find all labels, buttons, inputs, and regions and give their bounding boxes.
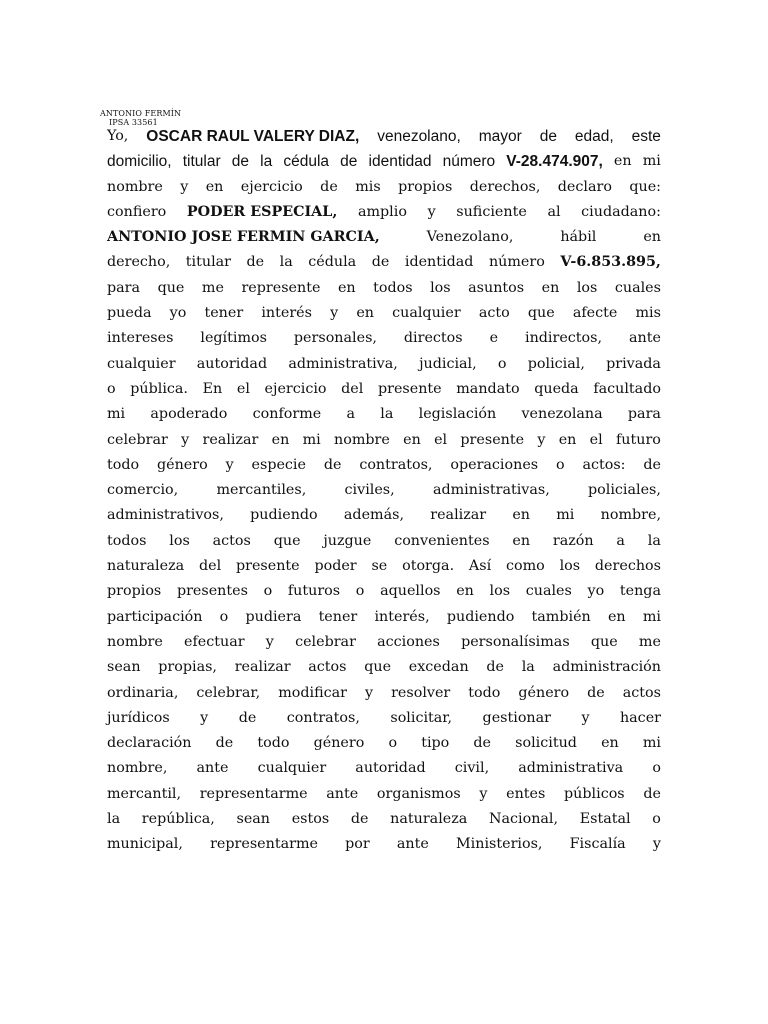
word: de [371, 254, 390, 271]
word: presente [235, 558, 300, 575]
word: represente [241, 279, 321, 296]
text-line [107, 225, 661, 250]
word: o [219, 608, 229, 625]
word: además, [343, 507, 405, 524]
word: aquellos [380, 583, 441, 600]
word: actos [212, 532, 251, 549]
word: en [356, 305, 374, 322]
header-name: ANTONIO FERMÍN [100, 109, 182, 118]
text-line [107, 731, 661, 756]
word: futuros [287, 583, 341, 600]
word: tenga [619, 583, 661, 600]
word: especie [251, 456, 306, 473]
word: como [505, 558, 545, 575]
word: género [518, 684, 570, 701]
word: Yo, [107, 128, 129, 144]
word: en [558, 431, 577, 448]
word: conforme [252, 406, 322, 423]
word: y [581, 709, 590, 726]
text-line [107, 630, 661, 655]
word: cédula [308, 254, 357, 271]
word: mi [642, 735, 661, 752]
word: mi [107, 406, 126, 423]
text-line [107, 149, 661, 174]
word: de [350, 811, 369, 828]
word: me [638, 633, 661, 650]
word: república, [141, 811, 215, 828]
word: para [627, 406, 661, 423]
header-ipsa-number: IPSA 33561 [109, 118, 158, 127]
text-line [107, 200, 661, 225]
word: mi [642, 153, 661, 170]
word: los [559, 558, 581, 575]
word: Estatal [579, 811, 631, 828]
word: número [488, 254, 545, 271]
word: administrativa [518, 760, 624, 777]
word: y [652, 836, 661, 853]
word: sean [107, 659, 141, 676]
word: legítimos [200, 330, 267, 347]
word: nombre [334, 431, 390, 448]
word: indirectos, [525, 330, 603, 347]
word: de [238, 709, 257, 726]
word: judicial, [419, 355, 477, 372]
word: de [587, 684, 605, 701]
text-line [107, 377, 661, 402]
word: suficiente [456, 203, 527, 220]
word: y [225, 456, 234, 473]
word: o [388, 735, 398, 752]
word: apoderado [150, 406, 228, 423]
word: mis [355, 178, 381, 195]
word: comercio, [107, 482, 179, 499]
text-line [107, 782, 661, 807]
word: del [198, 558, 222, 575]
word: y [330, 305, 339, 322]
word: civil, [454, 760, 490, 777]
text-line [107, 402, 661, 427]
text-line [107, 175, 661, 200]
word: yo [587, 583, 605, 600]
word: la [647, 532, 661, 549]
text-line [107, 605, 661, 630]
word: y [265, 633, 274, 650]
word: mis [635, 305, 661, 322]
word: celebrar, [196, 684, 261, 701]
word: y [365, 684, 374, 701]
word: participación [107, 608, 203, 625]
word: mandato [456, 380, 520, 397]
word: en [337, 279, 356, 296]
word: de [340, 153, 358, 171]
word: propios [398, 178, 453, 195]
word: policiales, [588, 482, 661, 499]
word: administrativos, [107, 507, 224, 524]
word: ejercicio [240, 178, 303, 195]
word: pública. [130, 380, 188, 397]
word: a [346, 406, 356, 423]
word: al [547, 203, 561, 220]
word: modificar [278, 684, 347, 701]
word: en [643, 229, 661, 246]
word: representarme [210, 836, 318, 853]
word: futuro [616, 431, 661, 448]
word: todo [107, 456, 140, 473]
word: solicitar, [390, 709, 453, 726]
word: entes [506, 785, 546, 802]
text-line [107, 250, 661, 275]
word: mi [556, 507, 575, 524]
word: queda [534, 380, 579, 397]
word: todos [373, 279, 413, 296]
word: el [434, 431, 448, 448]
word: que [364, 659, 392, 676]
word: edad, [574, 128, 614, 145]
word: y [180, 178, 189, 195]
word: acciones [377, 633, 440, 650]
word: Así [468, 558, 492, 575]
word: la [380, 406, 394, 423]
text-line [107, 301, 661, 326]
word: jurídicos [107, 709, 170, 726]
word: en [601, 735, 619, 752]
word: administrativa, [288, 355, 398, 372]
word: en [613, 153, 632, 170]
word: declaración [107, 735, 192, 752]
word: ante [629, 330, 661, 347]
word: venezolano, [377, 128, 461, 145]
text-line [107, 352, 661, 377]
word: en [512, 532, 531, 549]
word: género [313, 735, 365, 752]
word: cualquier [392, 305, 461, 322]
word: identidad [368, 153, 432, 171]
word: autoridad [355, 760, 426, 777]
word: públicos [564, 785, 625, 802]
word: o [107, 380, 116, 397]
word: en [607, 608, 626, 625]
word: cualquier [257, 760, 327, 777]
word: nombre [107, 633, 163, 650]
word: facultado [593, 380, 661, 397]
text-line [107, 453, 661, 478]
text-line [107, 428, 661, 453]
word: el [236, 380, 250, 397]
word: que [273, 532, 301, 549]
text-line [107, 579, 661, 604]
word: pudiendo [446, 608, 515, 625]
word: directos [403, 330, 463, 347]
power-of-attorney-text [107, 124, 661, 858]
word: propias, [158, 659, 217, 676]
word: número [442, 153, 496, 171]
word: realizar [430, 507, 487, 524]
word: los [169, 532, 190, 549]
word: administración [552, 659, 661, 676]
word: la [521, 659, 535, 676]
word: ante [326, 785, 359, 802]
word: amplio [357, 203, 407, 220]
word: que [590, 633, 618, 650]
word: actos [308, 659, 347, 676]
word: razón [552, 532, 594, 549]
word: realizar [202, 431, 259, 448]
word: estos [291, 811, 330, 828]
word: los [430, 279, 451, 296]
word: Nacional, [488, 811, 559, 828]
word: para [107, 279, 141, 296]
word: que: [629, 178, 661, 195]
word: nombre [107, 178, 163, 195]
word: En [202, 380, 223, 397]
word: en [456, 583, 474, 600]
text-line [107, 832, 661, 857]
word: presentes [176, 583, 248, 600]
word: de [486, 659, 505, 676]
word: o [497, 355, 507, 372]
word: naturaleza [107, 558, 185, 575]
word: los [576, 279, 598, 296]
word: resolver [391, 684, 451, 701]
word: cédula [283, 153, 330, 171]
word: tipo [421, 735, 450, 752]
word: representarme [199, 785, 308, 802]
word: actos [622, 684, 661, 701]
word: sean [236, 811, 271, 828]
text-line [107, 554, 661, 579]
word: de [320, 178, 338, 195]
word: nombre, [107, 760, 168, 777]
word: naturaleza [390, 811, 468, 828]
word: municipal, [107, 836, 183, 853]
word: derechos [594, 558, 661, 575]
text-line [107, 807, 661, 832]
word: que [157, 279, 185, 296]
word: ANTONIO JOSE FERMIN GARCIA, [107, 229, 380, 246]
word: ejercicio [264, 380, 327, 397]
word: ciudadano: [581, 203, 661, 220]
word: todo [468, 684, 501, 701]
word: intereses [107, 330, 174, 347]
word: del [341, 380, 364, 397]
word: de [215, 735, 234, 752]
word: Fiscalía [569, 836, 626, 853]
word: administrativas, [432, 482, 550, 499]
word: a [616, 532, 625, 549]
word: civiles, [344, 482, 395, 499]
word: acto [478, 305, 510, 322]
word: OSCAR RAUL VALERY DIAZ, [146, 128, 360, 145]
word: realizar [234, 659, 291, 676]
word: cuales [525, 583, 572, 600]
word: de [539, 128, 557, 145]
word: en [403, 431, 421, 448]
word: interés, [374, 608, 430, 625]
word: V-6.853.895, [560, 254, 661, 271]
word: este [631, 128, 661, 145]
word: pudiendo [250, 507, 318, 524]
word: o [555, 456, 565, 473]
text-line [107, 276, 661, 301]
word: de [643, 785, 661, 802]
word: nombre, [600, 507, 661, 524]
word: de [246, 254, 265, 271]
word: mi [642, 608, 661, 625]
word: el [589, 431, 603, 448]
word: otorga. [402, 558, 455, 575]
word: personales, [293, 330, 377, 347]
word: género [156, 456, 208, 473]
word: o [263, 583, 273, 600]
word: solicitud [515, 735, 577, 752]
word: mercantiles, [216, 482, 307, 499]
word: Venezolano, [426, 229, 514, 246]
word: Ministerios, [456, 836, 543, 853]
word: privada [606, 355, 661, 372]
word: actos: [582, 456, 626, 473]
word: o [652, 811, 661, 828]
text-line [107, 655, 661, 680]
word: ante [196, 760, 229, 777]
word: venezolana [521, 406, 603, 423]
word: o [652, 760, 661, 777]
word: todos [107, 532, 147, 549]
word: personalísimas [461, 633, 570, 650]
word: propios [107, 583, 162, 600]
word: juzgue [323, 532, 372, 549]
word: celebrar [107, 431, 168, 448]
word: celebrar [295, 633, 356, 650]
word: me [201, 279, 224, 296]
word: declaro [557, 178, 612, 195]
word: asuntos [468, 279, 525, 296]
word: excedan [408, 659, 469, 676]
word: todo [257, 735, 290, 752]
word: de [473, 735, 492, 752]
word: contratos, [359, 456, 433, 473]
word: hábil [560, 229, 597, 246]
word: yo [169, 305, 187, 322]
word: la [279, 254, 293, 271]
text-line [107, 124, 661, 149]
word: domicilio, [107, 153, 172, 171]
word: en [541, 279, 560, 296]
word: V-28.474.907, [506, 153, 603, 171]
text-line [107, 503, 661, 528]
word: cualquier [107, 355, 176, 372]
word: de [231, 153, 250, 171]
word: o [355, 583, 365, 600]
word: confiero [107, 203, 167, 220]
word: y [200, 709, 209, 726]
word: en [512, 507, 531, 524]
word: poder [314, 558, 357, 575]
word: e [489, 330, 499, 347]
word: los [489, 583, 511, 600]
word: convenientes [394, 532, 490, 549]
word: en [205, 178, 224, 195]
word: hacer [619, 709, 661, 726]
word: y [181, 431, 190, 448]
word: la [107, 811, 121, 828]
word: policial, [527, 355, 585, 372]
word: y [427, 203, 436, 220]
word: PODER ESPECIAL, [186, 203, 338, 220]
word: por [345, 836, 370, 853]
word: de [643, 456, 661, 473]
word: pueda [107, 305, 152, 322]
word: tener [204, 305, 244, 322]
word: contratos, [286, 709, 360, 726]
word: ante [396, 836, 429, 853]
word: interés [261, 305, 312, 322]
word: en [271, 431, 290, 448]
text-line [107, 478, 661, 503]
word: pudiera [245, 608, 302, 625]
word: derecho, [107, 254, 171, 271]
text-line [107, 529, 661, 554]
word: identidad [404, 254, 474, 271]
word: titular [182, 153, 221, 171]
text-line [107, 706, 661, 731]
word: derechos, [469, 178, 541, 195]
word: mayor [478, 128, 522, 145]
word: se [371, 558, 388, 575]
word: efectuar [184, 633, 245, 650]
word: que [527, 305, 555, 322]
word: gestionar [482, 709, 551, 726]
word: presente [460, 431, 525, 448]
word: presente [377, 380, 442, 397]
word: la [260, 153, 273, 171]
word: ordinaria, [107, 684, 179, 701]
word: legislación [418, 406, 497, 423]
word: mercantil, [107, 785, 182, 802]
word: titular [185, 254, 231, 271]
word: mi [302, 431, 321, 448]
word: también [531, 608, 591, 625]
word: tener [318, 608, 358, 625]
text-line [107, 681, 661, 706]
word: y [479, 785, 488, 802]
word: de [323, 456, 342, 473]
word: autoridad [196, 355, 268, 372]
word: cuales [614, 279, 661, 296]
word: y [537, 431, 546, 448]
word: afecte [572, 305, 618, 322]
text-line [107, 756, 661, 781]
word: operaciones [450, 456, 539, 473]
word: organismos [376, 785, 461, 802]
text-line [107, 326, 661, 351]
